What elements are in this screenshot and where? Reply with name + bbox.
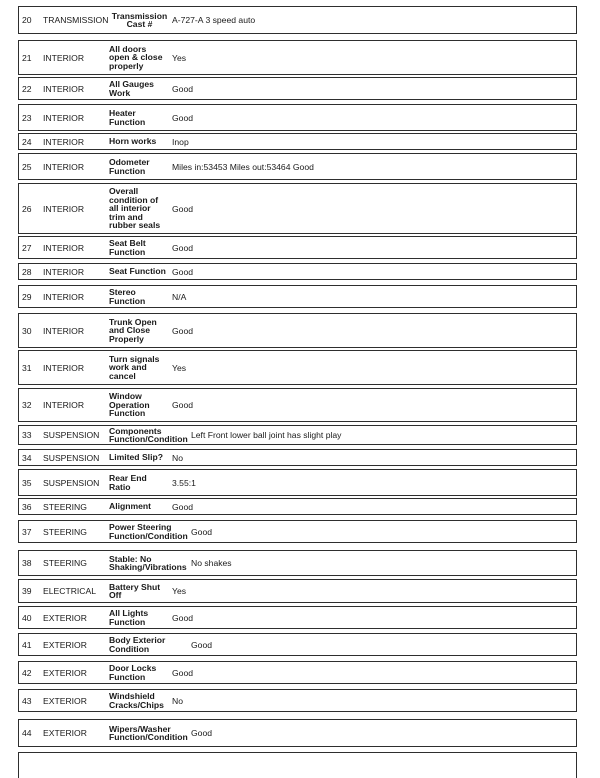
table-row (18, 285, 577, 308)
row-number: 38 (22, 558, 32, 568)
table-row (18, 550, 577, 576)
row-item-label: Body Exterior Condition (109, 635, 166, 654)
row-category: INTERIOR (43, 203, 85, 214)
row-category: ELECTRICAL (43, 586, 97, 596)
row-category: EXTERIOR (43, 695, 87, 706)
row-value: Good (172, 83, 194, 94)
row-item-label: Rear End Ratio (109, 473, 147, 492)
table-row (18, 498, 577, 515)
row-value: Good (172, 112, 194, 123)
row-value: Miles in:53453 Miles out:53464 Good (172, 161, 314, 172)
table-row (18, 520, 577, 543)
row-item-label: Stable: No Shaking/Vibrations (109, 553, 187, 572)
table-row (18, 133, 577, 150)
row-value: Good (172, 667, 194, 678)
row-item-label: Turn signals work and cancel (109, 353, 160, 381)
row-item-label: Seat Function (109, 266, 166, 277)
table-row (18, 183, 577, 234)
row-category: SUSPENSION (43, 477, 100, 488)
row-number: 21 (22, 52, 32, 63)
row-category: INTERIOR (43, 400, 85, 410)
row-item-label: Window Operation Function (109, 391, 150, 419)
row-number: 23 (22, 112, 32, 123)
row-category: INTERIOR (43, 112, 85, 123)
row-item-label: All Lights Function (109, 608, 149, 627)
row-category: EXTERIOR (43, 612, 87, 623)
table-row (18, 689, 577, 712)
row-item-label: Stereo Function (109, 287, 146, 306)
row-category: INTERIOR (43, 266, 85, 277)
row-number: 42 (22, 667, 32, 678)
row-value: Good (172, 266, 194, 277)
row-category: INTERIOR (43, 325, 85, 336)
row-item-label: Overall condition of all interior trim and rubber seals (109, 186, 161, 231)
row-value: Inop (172, 136, 189, 147)
row-value: Good (172, 325, 194, 336)
table-row (18, 40, 577, 75)
row-category: TRANSMISSION (43, 15, 109, 25)
table-row (18, 104, 577, 131)
row-value: Good (172, 400, 194, 410)
row-number: 28 (22, 266, 32, 277)
row-value: Good (172, 203, 194, 214)
row-value: No shakes (191, 558, 232, 568)
row-category: SUSPENSION (43, 452, 100, 463)
row-category: STEERING (43, 526, 87, 537)
table-row (18, 6, 577, 34)
row-number: 43 (22, 695, 32, 706)
table-row (18, 661, 577, 684)
table-row (18, 579, 577, 603)
row-category: INTERIOR (43, 52, 85, 63)
table-row (18, 388, 577, 422)
row-item-label: Components Function/Condition (109, 425, 188, 444)
row-number: 39 (22, 586, 32, 596)
row-value: Yes (172, 586, 187, 596)
row-category: EXTERIOR (43, 667, 87, 678)
row-number: 31 (22, 362, 32, 373)
table-row (18, 77, 577, 100)
row-value: Yes (172, 362, 187, 373)
table-row (18, 719, 577, 747)
row-value: 3.55:1 (172, 477, 196, 488)
row-item-label: All Gauges Work (109, 79, 154, 98)
row-item-label: Horn works (109, 136, 157, 147)
row-item-label: Battery Shut Off (109, 581, 161, 600)
row-number: 20 (22, 15, 32, 25)
row-value: Good (191, 728, 213, 738)
row-number: 26 (22, 203, 32, 214)
row-item-label: Limited Slip? (109, 452, 163, 463)
row-item-label: Door Locks Function (109, 663, 157, 682)
row-value: No (172, 452, 183, 463)
row-category: STEERING (43, 558, 87, 568)
row-category: EXTERIOR (43, 639, 87, 650)
row-item-label: Odometer Function (109, 157, 150, 176)
row-item-label: Windshield Cracks/Chips (109, 691, 164, 710)
row-number: 44 (22, 728, 32, 738)
table-row (18, 606, 577, 629)
row-item-label: Wipers/Washer Function/Condition (109, 723, 188, 742)
row-category: SUSPENSION (43, 430, 100, 440)
row-number: 35 (22, 477, 32, 488)
row-value: Good (191, 639, 213, 650)
row-number: 40 (22, 612, 32, 623)
row-number: 30 (22, 325, 32, 336)
row-category: INTERIOR (43, 291, 85, 302)
table-row (18, 313, 577, 348)
table-row (18, 350, 577, 385)
table-row (18, 236, 577, 259)
table-row (18, 153, 577, 180)
row-category: INTERIOR (43, 83, 85, 94)
row-item-label: Trunk Open and Close Properly (109, 316, 157, 344)
row-item-label: Alignment (109, 501, 152, 512)
row-number: 27 (22, 242, 32, 253)
row-value: N/A (172, 291, 187, 302)
row-number: 29 (22, 291, 32, 302)
row-value: Good (191, 526, 213, 537)
row-value: Good (172, 242, 194, 253)
row-value: Left Front lower ball joint has slight play (191, 430, 342, 440)
row-value: Good (172, 612, 194, 623)
row-category: INTERIOR (43, 161, 85, 172)
table-row (18, 469, 577, 496)
row-category: INTERIOR (43, 242, 85, 253)
row-number: 24 (22, 136, 32, 147)
row-category: STEERING (43, 501, 87, 512)
table-row (18, 425, 577, 445)
row-value: Yes (172, 52, 187, 63)
row-value: A-727-A 3 speed auto (172, 15, 256, 25)
row-value: No (172, 695, 183, 706)
row-number: 34 (22, 452, 32, 463)
row-item-label: Heater Function (109, 108, 146, 127)
row-item-label: Transmission Cast # (111, 10, 168, 29)
table-row (18, 263, 577, 280)
row-number: 22 (22, 83, 32, 94)
row-number: 25 (22, 161, 32, 172)
table-row-partial (18, 752, 577, 778)
row-number: 37 (22, 526, 32, 537)
table-row (18, 633, 577, 656)
row-category: INTERIOR (43, 136, 85, 147)
row-item-label: Seat Belt Function (109, 238, 146, 257)
row-category: INTERIOR (43, 362, 85, 373)
table-row (18, 449, 577, 466)
row-category: EXTERIOR (43, 728, 87, 738)
row-number: 32 (22, 400, 32, 410)
row-number: 33 (22, 430, 32, 440)
row-item-label: All doors open & close properly (109, 43, 163, 71)
row-number: 36 (22, 501, 32, 512)
row-item-label: Power Steering Function/Condition (109, 522, 188, 541)
row-number: 41 (22, 639, 32, 650)
row-value: Good (172, 501, 194, 512)
